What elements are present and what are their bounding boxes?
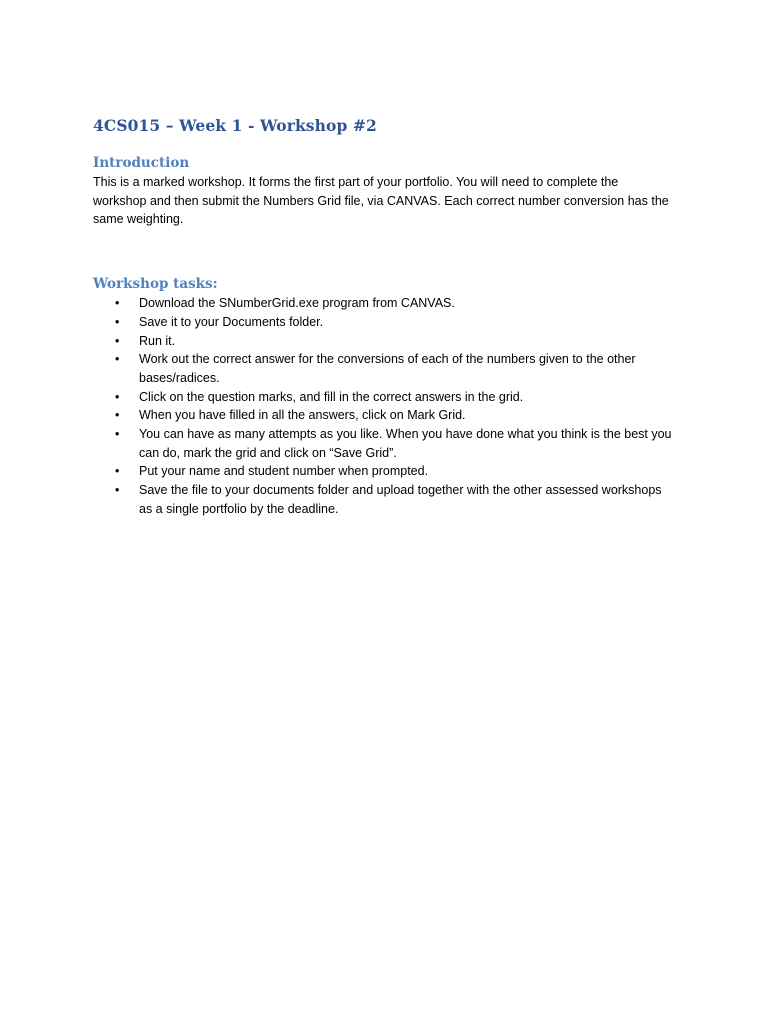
introduction-paragraph: This is a marked workshop. It forms the first part of your portfolio. You will need to complete the workshop and then submit the Numbers Grid file, via CANVAS. Each correct number conversion has the same weighting. [93,175,669,227]
introduction-heading: Introduction [93,155,190,171]
document-title: 4CS015 – Week 1 - Workshop #2 [93,116,377,135]
task-text: Put your name and student number when prompted. [139,464,429,479]
workshop-tasks-heading: Workshop tasks: [93,276,218,293]
task-item [93,332,673,351]
task-text: When you have filled in all the answers, click on Mark Grid. [139,408,466,423]
document-body [93,114,673,519]
task-item [93,294,673,313]
task-item [93,481,673,518]
bullet-icon: • [115,389,120,404]
task-text: Run it. [139,333,176,348]
bullet-icon: • [115,333,120,348]
task-text: Work out the correct answer for the conversions of each of the numbers given to the other bases/radices. [139,352,636,385]
bullet-icon: • [115,408,120,423]
bullet-icon: • [115,483,120,498]
task-item [93,350,673,387]
task-item [93,313,673,332]
task-text: Save it to your Documents folder. [139,314,324,329]
task-text: Download the SNumberGrid.exe program from CANVAS. [139,296,455,311]
bullet-icon: • [115,427,120,442]
task-item [93,462,673,481]
task-text: Save the file to your documents folder and upload together with the other assessed workshops as a single portfolio by the deadline. [139,483,662,516]
task-item [93,425,673,462]
task-item [93,388,673,407]
task-text: You can have as many attempts as you like. When you have done what you think is the best you can do, mark the grid and click on “Save Grid”. [139,427,672,460]
bullet-icon: • [115,314,120,329]
bullet-icon: • [115,296,120,311]
section-spacer [93,229,673,274]
workshop-task-list [93,294,673,518]
task-text: Click on the question marks, and fill in the correct answers in the grid. [139,389,524,404]
task-item [93,406,673,425]
bullet-icon: • [115,464,120,479]
bullet-icon: • [115,352,120,367]
